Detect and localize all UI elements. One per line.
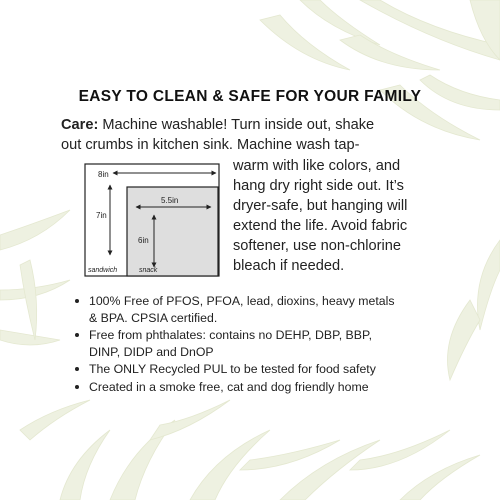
list-item-line: 100% Free of PFOS, PFOA, lead, dioxins, heavy metals	[89, 294, 395, 308]
care-label: Care:	[61, 117, 99, 133]
sandwich-width-label: 8in	[98, 170, 109, 179]
care-side-line: dryer-safe, but hanging will	[233, 198, 408, 214]
page-headline: EASY TO CLEAN & SAFE FOR YOUR FAMILY	[78, 88, 422, 105]
list-item	[70, 361, 470, 378]
care-text-top	[61, 115, 441, 155]
care-side-line: softener, use non-chlorine	[233, 238, 401, 254]
snack-label: snack	[139, 267, 158, 274]
care-side-line: bleach if needed.	[233, 258, 345, 274]
care-side-line: warm with like colors, and	[233, 158, 401, 174]
list-item	[70, 327, 470, 360]
care-side-line: extend the life. Avoid fabric	[233, 218, 408, 234]
sandwich-height-label: 7in	[96, 211, 107, 220]
care-line-1	[61, 115, 441, 135]
care-line-1-text: Machine washable! Turn inside out, shake	[98, 117, 375, 133]
care-side-line: hang dry right side out. It’s	[233, 178, 404, 194]
list-item-line: Free from phthalates: contains no DEHP, DBP, BBP,	[89, 328, 372, 342]
list-item-line: DINP, DIDP and DnOP	[89, 344, 214, 359]
list-item	[70, 379, 470, 396]
snack-width-label: 5.5in	[161, 196, 179, 205]
list-item-line: Created in a smoke free, cat and dog friendly home	[89, 379, 369, 394]
feature-list	[70, 293, 470, 396]
sandwich-label: sandwich	[88, 267, 118, 274]
snack-height-label: 6in	[138, 236, 149, 245]
bag-size-diagram	[84, 163, 220, 278]
list-item-line: & BPA. CPSIA certified.	[89, 310, 218, 325]
list-item-line: The ONLY Recycled PUL to be tested for food safety	[89, 362, 376, 376]
care-text-side	[233, 156, 458, 276]
care-line-2: out crumbs in kitchen sink. Machine wash tap-	[61, 137, 360, 153]
list-item	[70, 293, 470, 326]
